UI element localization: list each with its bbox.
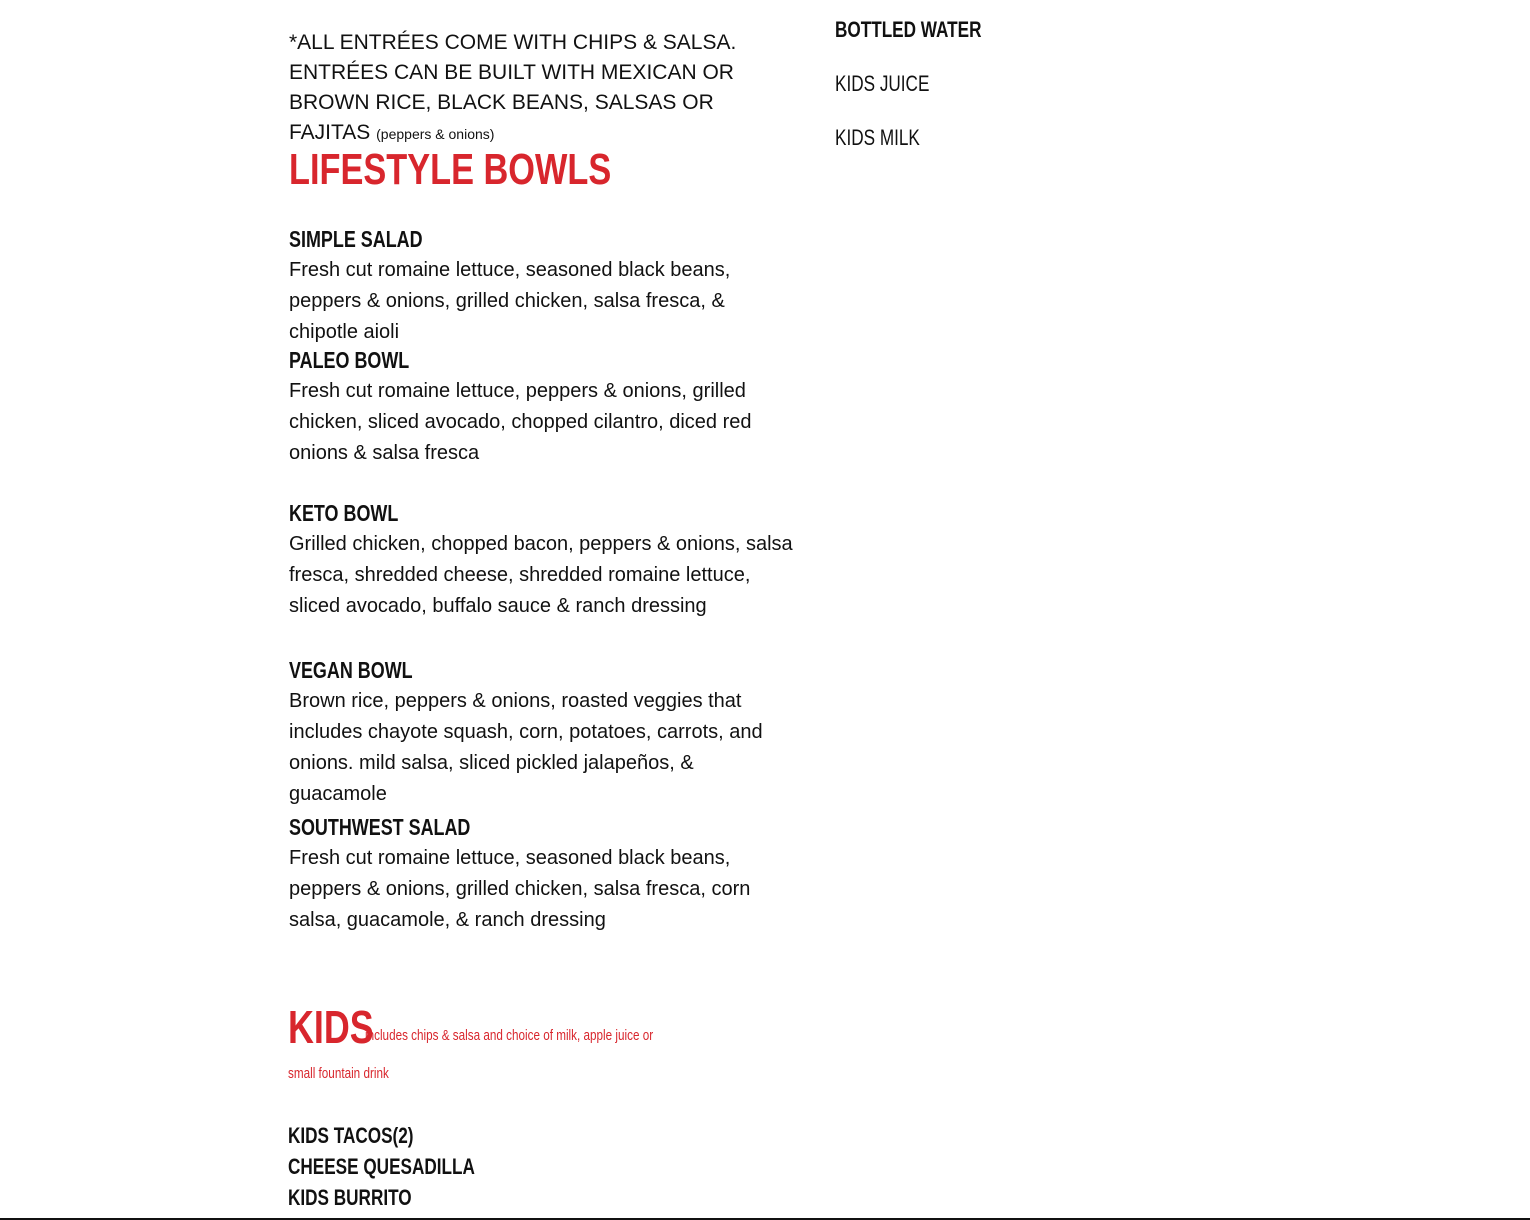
entree-note <box>289 28 794 149</box>
kids-item: KIDS BURRITO <box>288 1185 412 1210</box>
menu-item-name: VEGAN BOWL <box>289 657 413 683</box>
kids-item: CHEESE QUESADILLA <box>288 1154 475 1179</box>
menu-item-name: SIMPLE SALAD <box>289 226 423 252</box>
menu-item-name: KETO BOWL <box>289 500 399 526</box>
menu-item-vegan-bowl <box>289 656 794 810</box>
kids-subtitle-line1: includes chips & salsa and choice of milk, apple juice or <box>365 1027 654 1044</box>
kids-subtitle-line2: small fountain drink <box>288 1065 389 1082</box>
kids-section-header <box>288 1001 808 1082</box>
drink-item-kids-juice: KIDS JUICE <box>835 71 930 96</box>
menu-item-description: Grilled chicken, chopped bacon, peppers & onions, salsa fresca, shredded cheese, shredded romaine lettuce, sliced avocado, buffalo sauce & ranch dressing <box>289 533 793 617</box>
menu-item-name: PALEO BOWL <box>289 347 410 373</box>
kids-title: KIDS <box>288 1001 374 1053</box>
drink-item-kids-milk: KIDS MILK <box>835 125 920 150</box>
entree-note-small: (peppers & onions) <box>376 126 495 142</box>
entree-note-text: *ALL ENTRÉES COME WITH CHIPS & SALSA. ENTRÉES CAN BE BUILT WITH MEXICAN OR BROWN RICE, BLACK BEANS, SALSAS OR FAJITAS <box>289 31 737 144</box>
menu-item-paleo-bowl <box>289 346 794 469</box>
menu-item-southwest-salad <box>289 813 794 936</box>
drink-item-bottled-water: BOTTLED WATER <box>835 17 982 42</box>
menu-item-keto-bowl <box>289 499 794 622</box>
menu-item-name: SOUTHWEST SALAD <box>289 814 471 840</box>
kids-item: KIDS TACOS(2) <box>288 1123 414 1148</box>
menu-item-description: Fresh cut romaine lettuce, seasoned black beans, peppers & onions, grilled chicken, salsa fresca, corn salsa, guacamole, & ranch dressing <box>289 847 751 931</box>
kids-items-list <box>288 1120 528 1213</box>
menu-item-description: Fresh cut romaine lettuce, peppers & onions, grilled chicken, sliced avocado, chopped cilantro, diced red onions & salsa fresca <box>289 380 752 464</box>
menu-item-description: Fresh cut romaine lettuce, seasoned black beans, peppers & onions, grilled chicken, salsa fresca, & chipotle aioli <box>289 259 731 343</box>
menu-item-description: Brown rice, peppers & onions, roasted veggies that includes chayote squash, corn, potatoes, carrots, and onions. mild salsa, sliced pickled jalapeños, & guacamole <box>289 690 763 805</box>
lifestyle-bowls-title: LIFESTYLE BOWLS <box>289 145 612 194</box>
menu-item-simple-salad <box>289 225 794 348</box>
